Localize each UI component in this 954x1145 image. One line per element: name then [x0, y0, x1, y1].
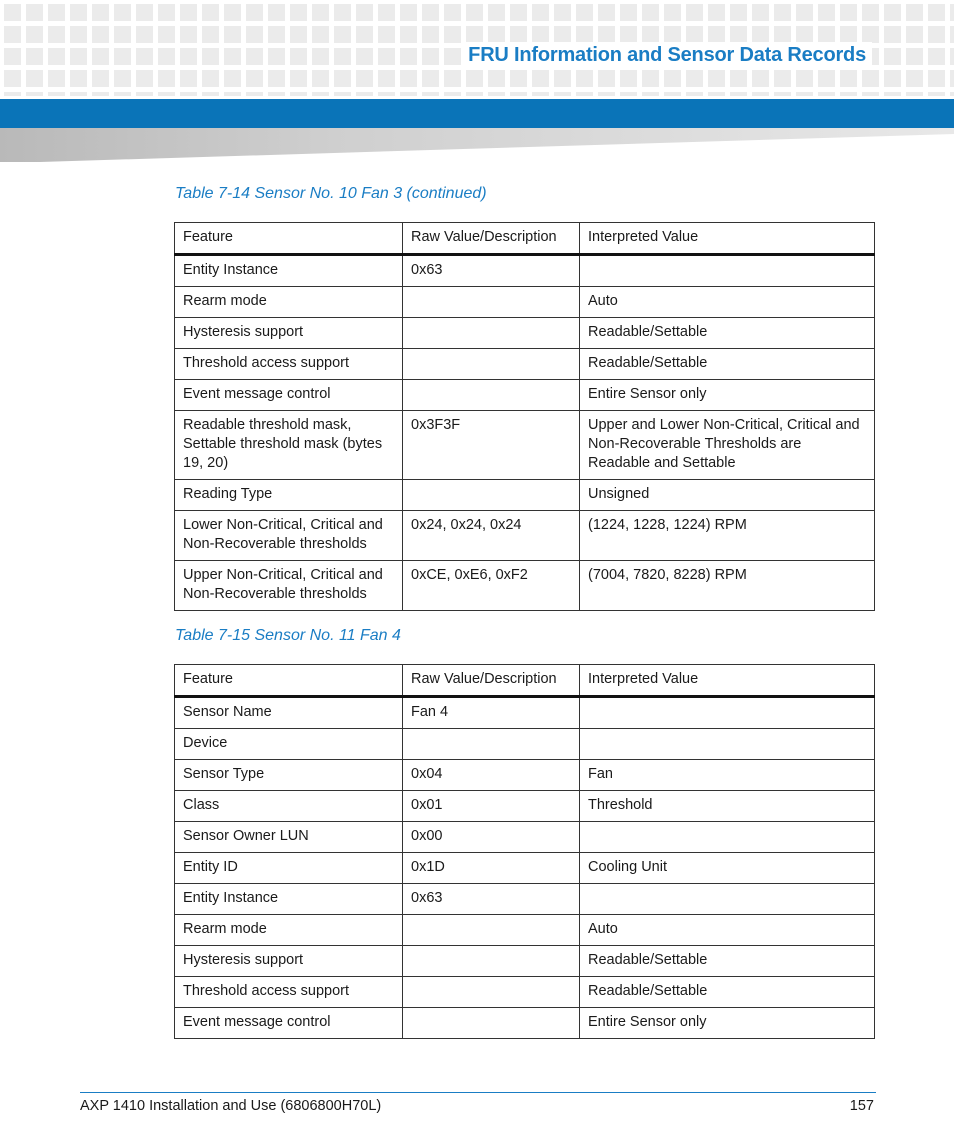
- table-row: [175, 884, 875, 915]
- column-header: Interpreted Value: [580, 223, 875, 255]
- table-row: [175, 697, 875, 729]
- page-title: FRU Information and Sensor Data Records: [462, 42, 872, 69]
- table-cell: Rearm mode: [175, 915, 403, 946]
- table-cell: Entire Sensor only: [580, 380, 875, 411]
- header-grey-wedge: [0, 128, 954, 164]
- sensor-table-fan3: [174, 222, 875, 611]
- table-cell: Readable/Settable: [580, 349, 875, 380]
- sensor-table-fan4: [174, 664, 875, 1039]
- table-cell: Sensor Owner LUN: [175, 822, 403, 853]
- table-cell: 0x63: [403, 255, 580, 287]
- table-cell: Event message control: [175, 1008, 403, 1039]
- table-cell: 0x24, 0x24, 0x24: [403, 511, 580, 561]
- column-header: Raw Value/Description: [403, 665, 580, 697]
- table-cell: [403, 349, 580, 380]
- table-cell: Entity Instance: [175, 255, 403, 287]
- table-cell: Event message control: [175, 380, 403, 411]
- table-row: [175, 349, 875, 380]
- table-row: [175, 853, 875, 884]
- table-cell: Threshold access support: [175, 977, 403, 1008]
- table-cell: Upper Non-Critical, Critical and Non-Recoverable thresholds: [175, 561, 403, 611]
- table-cell: Auto: [580, 287, 875, 318]
- table-cell: [403, 287, 580, 318]
- table-header-row: [175, 223, 875, 255]
- table-cell: (7004, 7820, 8228) RPM: [580, 561, 875, 611]
- table-row: [175, 760, 875, 791]
- table-cell: [403, 1008, 580, 1039]
- table-cell: 0x3F3F: [403, 411, 580, 480]
- table-cell: Readable threshold mask, Settable threshold mask (bytes 19, 20): [175, 411, 403, 480]
- footer-divider: [80, 1092, 876, 1093]
- table-cell: [403, 946, 580, 977]
- table-cell: Hysteresis support: [175, 946, 403, 977]
- table-cell: [580, 884, 875, 915]
- table-cell: [403, 977, 580, 1008]
- table-cell: Unsigned: [580, 480, 875, 511]
- table-cell: Hysteresis support: [175, 318, 403, 349]
- table-cell: Device: [175, 729, 403, 760]
- table-cell: Entity ID: [175, 853, 403, 884]
- table-cell: [580, 729, 875, 760]
- table-cell: [403, 915, 580, 946]
- table-caption-1: Table 7-14 Sensor No. 10 Fan 3 (continued): [175, 185, 487, 202]
- table-cell: [580, 255, 875, 287]
- table-row: [175, 480, 875, 511]
- table-cell: Readable/Settable: [580, 946, 875, 977]
- table-row: [175, 318, 875, 349]
- table-row: [175, 791, 875, 822]
- table-cell: Threshold: [580, 791, 875, 822]
- table-row: [175, 822, 875, 853]
- table-cell: Cooling Unit: [580, 853, 875, 884]
- table-cell: [403, 729, 580, 760]
- page-number: 157: [849, 1098, 874, 1114]
- table-cell: Sensor Type: [175, 760, 403, 791]
- table-row: [175, 411, 875, 480]
- table-cell: 0xCE, 0xE6, 0xF2: [403, 561, 580, 611]
- table-cell: Threshold access support: [175, 349, 403, 380]
- table-cell: (1224, 1228, 1224) RPM: [580, 511, 875, 561]
- table-row: [175, 729, 875, 760]
- table-row: [175, 915, 875, 946]
- table-cell: [403, 380, 580, 411]
- footer-document-title: AXP 1410 Installation and Use (6806800H70L): [80, 1098, 382, 1114]
- table-cell: Sensor Name: [175, 697, 403, 729]
- table-row: [175, 1008, 875, 1039]
- table-cell: 0x04: [403, 760, 580, 791]
- table-cell: [580, 697, 875, 729]
- column-header: Feature: [175, 665, 403, 697]
- table-cell: Reading Type: [175, 480, 403, 511]
- table-cell: Upper and Lower Non-Critical, Critical and Non-Recoverable Thresholds are Readable and Settable: [580, 411, 875, 480]
- table-cell: Auto: [580, 915, 875, 946]
- table-cell: 0x63: [403, 884, 580, 915]
- table-cell: Readable/Settable: [580, 318, 875, 349]
- table-cell: Entity Instance: [175, 884, 403, 915]
- table-header-row: [175, 665, 875, 697]
- table-row: [175, 561, 875, 611]
- table-row: [175, 977, 875, 1008]
- table-cell: Rearm mode: [175, 287, 403, 318]
- table-cell: 0x01: [403, 791, 580, 822]
- table-row: [175, 511, 875, 561]
- table-cell: Fan 4: [403, 697, 580, 729]
- table-cell: Lower Non-Critical, Critical and Non-Recoverable thresholds: [175, 511, 403, 561]
- table-cell: 0x00: [403, 822, 580, 853]
- column-header: Raw Value/Description: [403, 223, 580, 255]
- table-cell: [403, 318, 580, 349]
- column-header: Feature: [175, 223, 403, 255]
- table-cell: Entire Sensor only: [580, 1008, 875, 1039]
- table-cell: [403, 480, 580, 511]
- table-cell: Readable/Settable: [580, 977, 875, 1008]
- table-row: [175, 287, 875, 318]
- table-row: [175, 946, 875, 977]
- column-header: Interpreted Value: [580, 665, 875, 697]
- table-caption-2: Table 7-15 Sensor No. 11 Fan 4: [175, 627, 401, 644]
- table-row: [175, 255, 875, 287]
- table-cell: Class: [175, 791, 403, 822]
- table-cell: [580, 822, 875, 853]
- table-cell: 0x1D: [403, 853, 580, 884]
- table-cell: Fan: [580, 760, 875, 791]
- table-row: [175, 380, 875, 411]
- header-blue-bar: [0, 99, 954, 128]
